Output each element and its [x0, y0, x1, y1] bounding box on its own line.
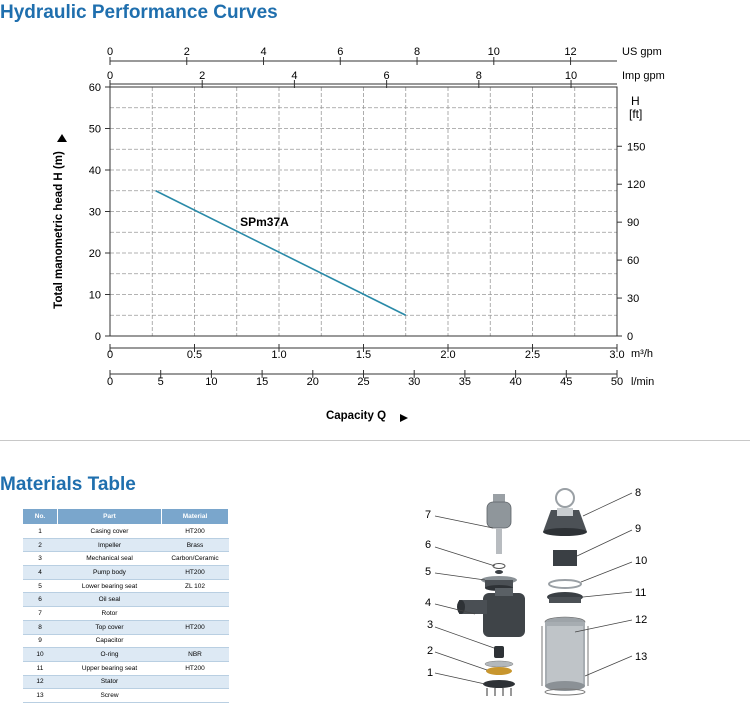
- tick-label: 15: [255, 376, 269, 388]
- table-row: [23, 525, 229, 539]
- tick-label: 60: [627, 255, 640, 268]
- tick-label: 5: [157, 376, 164, 388]
- cell-no: 10: [23, 648, 58, 662]
- header-material: Material: [162, 509, 229, 525]
- cell-part: Stator: [58, 675, 162, 689]
- cell-part: Rotor: [58, 607, 162, 621]
- tick-label: 20: [306, 376, 319, 388]
- callout-leader-line: [577, 530, 632, 556]
- cell-material: Brass: [162, 538, 229, 552]
- table-row: [23, 538, 229, 552]
- materials-title: Materials Table: [0, 474, 136, 495]
- upper-bearing-seat-part: [547, 592, 583, 603]
- cell-part: Impeller: [58, 538, 162, 552]
- cell-material: [162, 607, 229, 621]
- cell-no: 4: [23, 566, 58, 580]
- cell-no: 2: [23, 538, 58, 552]
- tick-label: 45: [560, 376, 573, 388]
- tick-label: 150: [627, 141, 646, 154]
- cell-material: HT200: [162, 661, 229, 675]
- tick-label: 40: [88, 165, 101, 177]
- callout-number: 11: [635, 587, 647, 599]
- cell-material: HT200: [162, 620, 229, 634]
- cell-no: 6: [23, 593, 58, 607]
- mechanical-seal-part: [494, 646, 504, 658]
- usgpm-unit-label: US gpm: [622, 46, 662, 58]
- tick-label: 2.5: [524, 349, 541, 362]
- cell-part: Upper bearing seat: [58, 661, 162, 675]
- table-row: [23, 675, 229, 689]
- tick-label: 2.0: [440, 349, 456, 362]
- cell-part: Oil seal: [58, 593, 162, 607]
- cell-part: Top cover: [58, 620, 162, 634]
- tick-label: 30: [408, 376, 421, 388]
- cell-no: 1: [23, 525, 58, 539]
- table-row: [23, 593, 229, 607]
- pump-body-part: [457, 588, 525, 637]
- table-row: [23, 620, 229, 634]
- table-row: [23, 661, 229, 675]
- callout-leader-line: [435, 652, 487, 670]
- callout-labels: [425, 487, 647, 684]
- cell-no: 9: [23, 634, 58, 648]
- y-axis-title: Total manometric head H (m): [53, 151, 65, 309]
- callout-number: 7: [425, 509, 432, 521]
- tick-label: 2: [199, 70, 206, 82]
- cell-part: O-ring: [58, 648, 162, 662]
- cell-part: Casing cover: [58, 525, 162, 539]
- cell-part: Mechanical seal: [58, 552, 162, 566]
- cell-part: Pump body: [58, 566, 162, 580]
- impeller-part: [485, 661, 513, 675]
- cell-material: HT200: [162, 566, 229, 580]
- cell-material: Carbon/Ceramic: [162, 552, 229, 566]
- materials-header-row: [23, 509, 229, 525]
- o-ring-part: [549, 580, 581, 588]
- x-axis-arrow-icon: [400, 414, 408, 422]
- cell-material: [162, 675, 229, 689]
- ft-unit-label: [ft]: [629, 107, 643, 121]
- materials-body: [23, 525, 229, 703]
- callout-number: 5: [425, 566, 432, 578]
- tick-label: 60: [88, 82, 101, 94]
- tick-label: 10: [205, 376, 218, 388]
- cell-no: 5: [23, 579, 58, 593]
- ft-unit-label: H: [631, 94, 640, 108]
- tick-label: 10: [564, 70, 578, 82]
- table-row: [23, 689, 229, 703]
- callout-number: 8: [635, 487, 642, 499]
- callout-number: 13: [635, 651, 648, 663]
- callout-number: 3: [427, 619, 434, 631]
- table-row: [23, 566, 229, 580]
- tick-label: 120: [627, 179, 646, 192]
- materials-table: [22, 508, 229, 703]
- cell-no: 3: [23, 552, 58, 566]
- cell-no: 13: [23, 689, 58, 703]
- tick-label: 0: [94, 331, 101, 343]
- cell-material: NBR: [162, 648, 229, 662]
- lmin-unit-label: l/min: [631, 376, 655, 388]
- series-label: SPm37A: [240, 215, 289, 230]
- tick-label: 50: [88, 123, 101, 136]
- cell-material: [162, 634, 229, 648]
- callout-leader-line: [583, 493, 632, 516]
- callout-leader-line: [583, 592, 632, 597]
- tick-label: 50: [610, 376, 624, 388]
- cell-material: ZL 102: [162, 579, 229, 593]
- callout-number: 1: [427, 667, 434, 679]
- tick-label: 0: [106, 376, 114, 388]
- capacitor-part: [553, 550, 577, 566]
- tick-label: 1.0: [271, 349, 287, 362]
- oil-seal-part: [493, 564, 505, 575]
- tick-label: 12: [564, 46, 577, 58]
- tick-label: 10: [487, 46, 500, 58]
- cell-material: [162, 593, 229, 607]
- casing-cover-part: [483, 680, 515, 696]
- impgpm-unit-label: Imp gpm: [622, 70, 665, 82]
- header-part: Part: [58, 509, 162, 525]
- callout-leader-line: [435, 673, 485, 684]
- callout-leader-line: [581, 562, 632, 582]
- cell-no: 11: [23, 661, 58, 675]
- tick-label: 4: [260, 46, 267, 58]
- tick-label: 1.5: [355, 349, 372, 362]
- tick-label: 90: [627, 217, 640, 230]
- table-row: [23, 634, 229, 648]
- cell-no: 12: [23, 675, 58, 689]
- tick-label: 6: [337, 46, 344, 58]
- tick-label: 4: [291, 70, 298, 82]
- table-row: [23, 552, 229, 566]
- x-axis-title: Capacity Q: [325, 410, 387, 422]
- tick-label: 3.0: [609, 349, 625, 362]
- cell-material: [162, 689, 229, 703]
- tick-label: 0: [106, 70, 114, 82]
- top-cover-part: [543, 489, 587, 536]
- tick-label: 30: [627, 293, 640, 306]
- exploded-pump-diagram: [415, 480, 750, 705]
- tick-label: 40: [509, 376, 522, 388]
- callout-number: 10: [635, 555, 648, 567]
- table-row: [23, 648, 229, 662]
- cell-no: 7: [23, 607, 58, 621]
- m3h-unit-label: m³/h: [631, 348, 653, 360]
- tick-label: 0: [627, 331, 634, 343]
- tick-label: 20: [88, 248, 101, 260]
- cell-no: 8: [23, 620, 58, 634]
- y-axis-arrow-icon: [57, 134, 67, 142]
- tick-label: 0: [106, 349, 114, 362]
- cell-part: Lower bearing seat: [58, 579, 162, 593]
- callout-leader-line: [435, 516, 493, 528]
- tick-label: 0: [106, 46, 114, 58]
- callout-leader-line: [435, 573, 485, 580]
- cell-part: Screw: [58, 689, 162, 703]
- tick-label: 8: [475, 70, 482, 82]
- callout-leader-line: [435, 547, 495, 566]
- tick-label: 2: [183, 46, 190, 58]
- callout-leader-line: [585, 656, 632, 676]
- section-divider: [0, 440, 750, 441]
- callout-number: 9: [635, 523, 642, 535]
- callout-number: 4: [425, 597, 432, 609]
- tick-label: 25: [357, 376, 370, 388]
- header-no: No.: [23, 509, 58, 525]
- tick-label: 6: [383, 70, 390, 82]
- tick-label: 0.5: [186, 349, 203, 362]
- chart-labels: [53, 46, 665, 422]
- stator-part: [545, 617, 585, 691]
- callout-number: 12: [635, 614, 648, 626]
- tick-label: 35: [458, 376, 472, 388]
- callout-number: 2: [427, 645, 434, 657]
- tick-label: 8: [413, 46, 421, 58]
- chart-grid: [110, 87, 617, 336]
- callout-number: 6: [425, 539, 432, 551]
- table-row: [23, 579, 229, 593]
- rotor-part: [487, 494, 511, 554]
- cell-part: Capacitor: [58, 634, 162, 648]
- tick-label: 10: [88, 289, 101, 302]
- curves-title: Hydraulic Performance Curves: [0, 2, 278, 23]
- cell-material: HT200: [162, 525, 229, 539]
- table-row: [23, 607, 229, 621]
- tick-label: 30: [88, 206, 101, 219]
